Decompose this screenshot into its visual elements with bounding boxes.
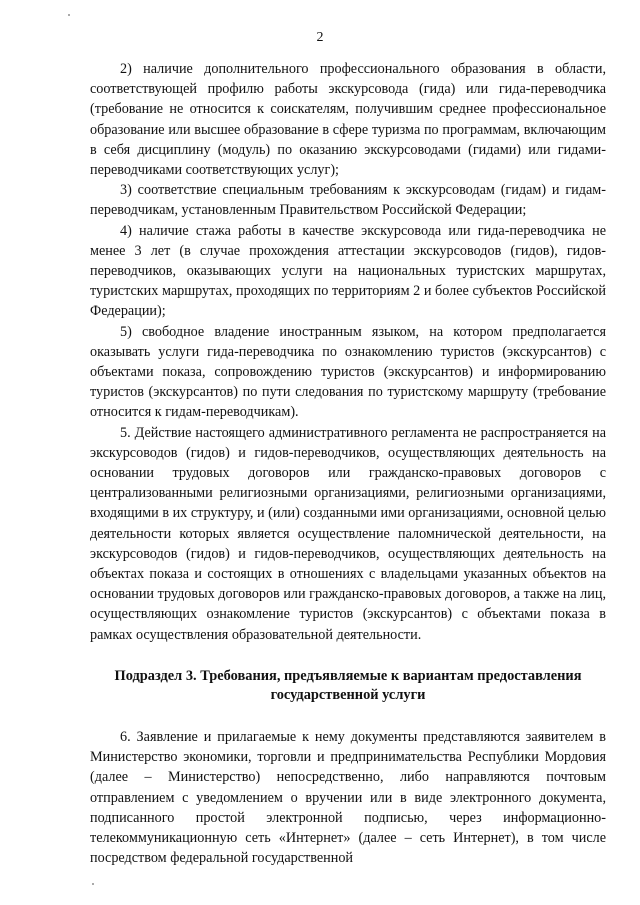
section-heading bbox=[90, 667, 606, 705]
paragraph-item-5: 5. Действие настоящего административного регламента не распространяется на экскурсоводов (гидов) и гидов-переводчиков, осуществляющих деятельность на основании трудовых договоров или гражданско-правовых договоров с централизованными религиозными организациями, религиозными организациями, входящими в их структуру, и (или) созданными ими организациями, основной целью деятельности которых является осуществление паломнической деятельности, на экскурсоводов (гидов) и гидов-переводчиков, осуществляющих деятельность на объектах показа и состоящих в отношениях с владельцами указанных объектов на основании трудовых договоров или гражданско-правовых договоров, а также на лиц, осуществляющих ознакомление туристов (экскурсантов) с объектами показа в рамках осуществления образовательной деятельности. bbox=[90, 424, 606, 643]
section-heading-line-2: государственной услуги bbox=[270, 686, 426, 703]
document-body bbox=[90, 59, 606, 868]
paragraph-requirement-3: 3) соответствие специальным требованиям к экскурсоводам (гидам) и гидам-переводчикам, установленным Правительством Российской Федерации; bbox=[90, 182, 606, 219]
paragraph-item-6: 6. Заявление и прилагаемые к нему документы представляются заявителем в Министерство экономики, торговли и предпринимательства Республики Мордовия (далее – Министерство) непосредственно, либо направляются почтовым отправлением с уведомлением о вручении или в виде электронного документа, подписанного простой электронной подписью, через информационно-телекоммуникационную сеть «Интернет» (далее – сеть Интернет), в том числе посредством федеральной государственной bbox=[90, 728, 606, 867]
paragraph-requirement-5: 5) свободное владение иностранным языком, на котором предполагается оказывать услуги гида-переводчика по ознакомлению туристов (экскурсантов) с объектами показа, сопровождению туристов (экскурсантов) и информированию туристов (экскурсантов) по пути следования по туристскому маршруту (требование относится к гидам-переводчикам). bbox=[90, 323, 606, 421]
page-number: 2 bbox=[316, 30, 324, 45]
paragraph-requirement-4: 4) наличие стажа работы в качестве экскурсовода или гида-переводчика не менее 3 лет (в случае прохождения аттестации экскурсоводов (гидов), гидов-переводчиков, оказывающих услуги на национальных туристских маршрутах, туристских маршрутах, проходящих по территориям 2 и более субъектов Российской Федерации); bbox=[90, 222, 606, 320]
section-heading-line-1: Подраздел 3. Требования, предъявляемые к вариантам предоставления bbox=[114, 667, 582, 684]
paragraph-requirement-2: 2) наличие дополнительного профессионального образования в области, соответствующей профилю работы экскурсовода (гида) или гида-переводчика (требование не относится к соискателям, получившим среднее профессиональное образование или высшее образование в сфере туризма по программам, включающим в себя дисциплину (модуль) по оказанию экскурсоводами (гидами) или гидами-переводчиками соответствующих услуг); bbox=[90, 61, 606, 179]
scan-mark bbox=[68, 14, 70, 16]
scan-mark bbox=[92, 883, 94, 885]
